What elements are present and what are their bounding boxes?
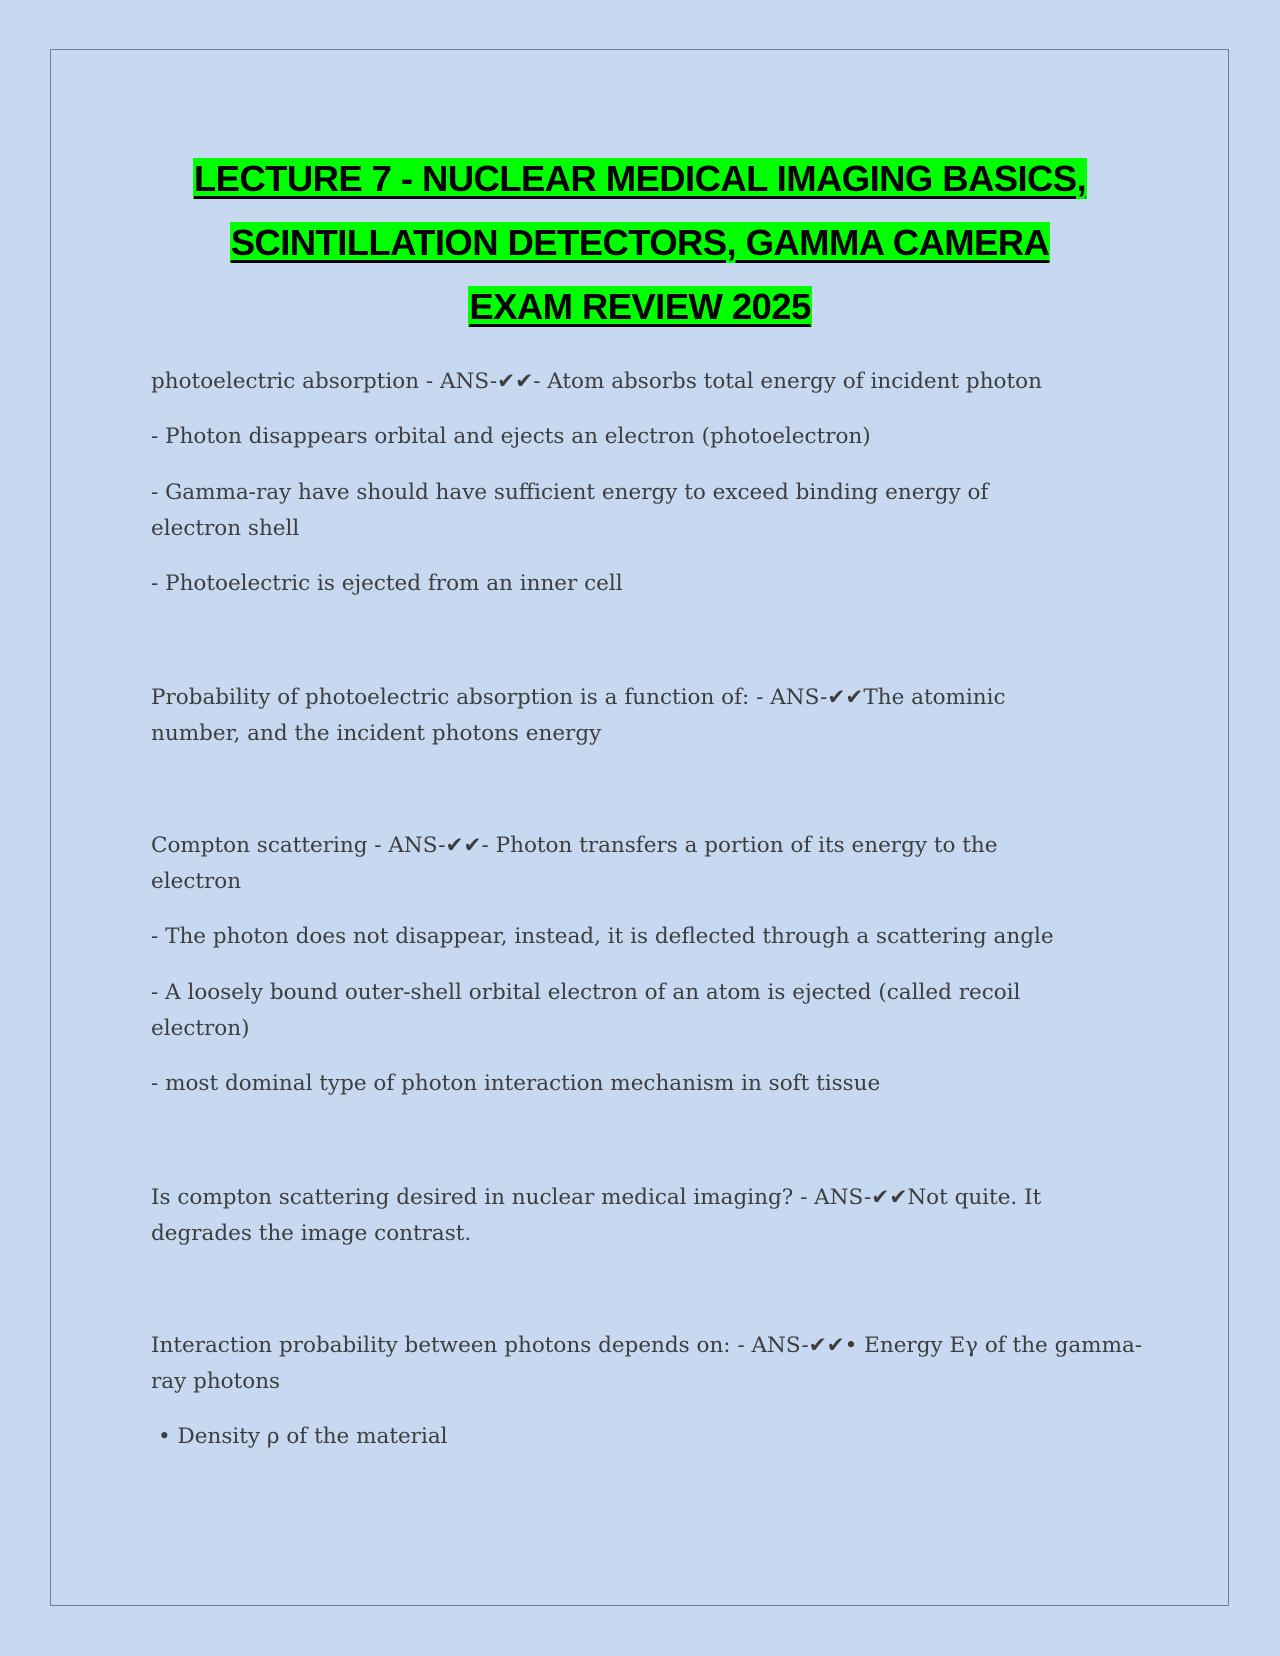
- paragraph-photon-disappears: - Photon disappears orbital and ejects an electron (photoelectron): [151, 424, 871, 449]
- paragraph-ejected-inner-cell: - Photoelectric is ejected from an inner cell: [151, 571, 623, 596]
- paragraph-recoil-electron: - A loosely bound outer-shell orbital electron of an atom is ejected (called recoil electron): [151, 980, 1021, 1041]
- paragraph-scattering-angle: - The photon does not disappear, instead, it is deflected through a scattering angle: [151, 924, 1054, 949]
- document-title: [80, 147, 1200, 339]
- paragraph-compton-desired: Is compton scattering desired in nuclear medical imaging? - ANS-✔✔Not quite. It degrades the image contrast.: [151, 1185, 1042, 1246]
- title-line-3: EXAM REVIEW 2025: [469, 286, 811, 327]
- paragraph-dominal-type: - most dominal type of photon interaction mechanism in soft tissue: [151, 1071, 881, 1096]
- title-line-2: SCINTILLATION DETECTORS, GAMMA CAMERA: [230, 222, 1050, 263]
- bullet-density: • Density ρ of the material: [158, 1424, 448, 1449]
- title-line-1: LECTURE 7 - NUCLEAR MEDICAL IMAGING BASICS,: [193, 158, 1087, 199]
- paragraph-gamma-ray-energy: - Gamma-ray have should have sufficient energy to exceed binding energy of electron shell: [151, 480, 989, 541]
- paragraph-photoelectric-absorption: photoelectric absorption - ANS-✔✔- Atom absorbs total energy of incident photon: [151, 369, 1042, 394]
- paragraph-probability-function: Probability of photoelectric absorption is a function of: - ANS-✔✔The atominic number, and the incident photons energy: [151, 685, 1006, 746]
- paragraph-compton-scattering: Compton scattering - ANS-✔✔- Photon transfers a portion of its energy to the electron: [151, 833, 998, 894]
- paragraph-interaction-probability: Interaction probability between photons depends on: - ANS-✔✔• Energy Eγ of the gamma-ray photons: [151, 1333, 1143, 1394]
